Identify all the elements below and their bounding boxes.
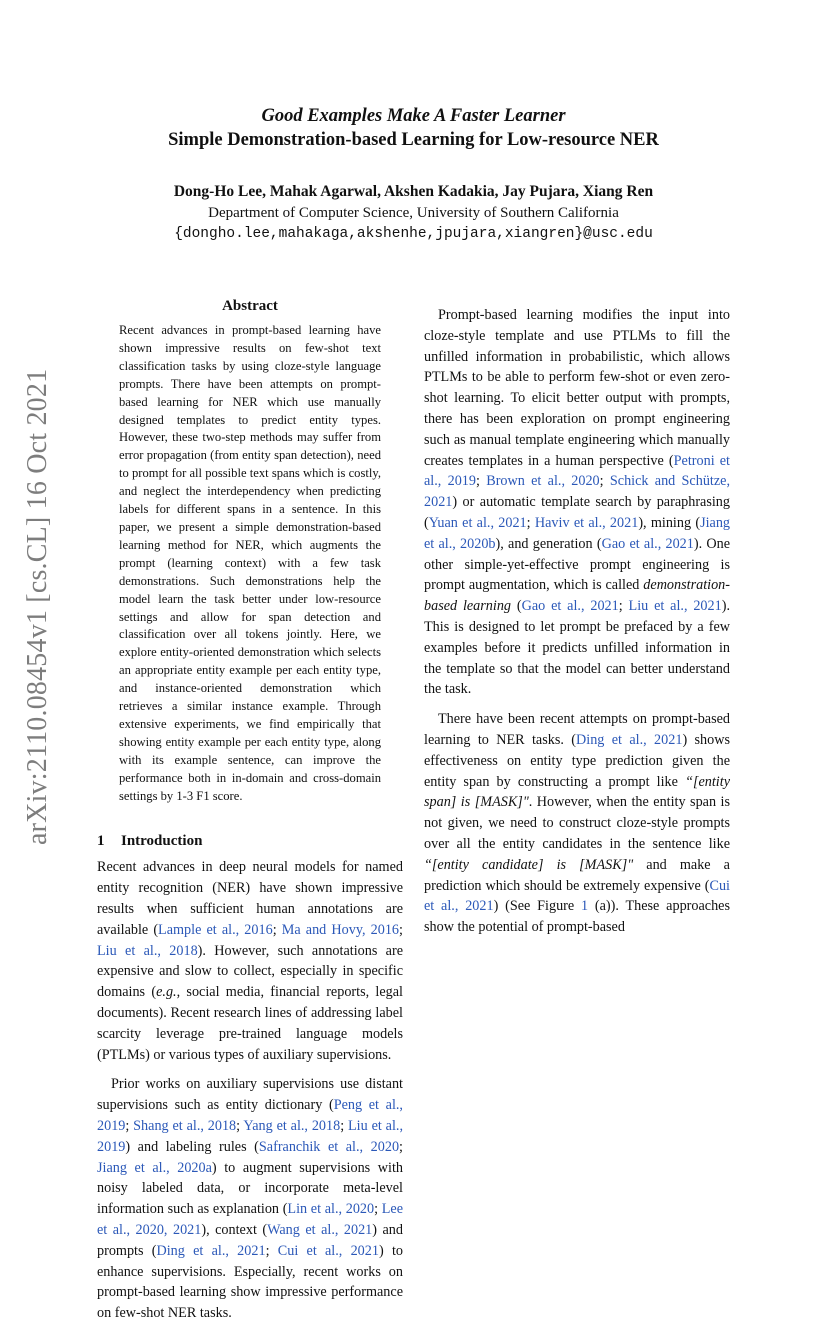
citation-link[interactable]: Schick and Schütze, 2021 — [424, 473, 730, 511]
citation-link[interactable]: Brown et al., 2020 — [486, 473, 600, 490]
citation-link[interactable]: Shang et al., 2018 — [133, 1118, 237, 1135]
figure-reference-link[interactable]: 1 — [581, 898, 589, 915]
title-line-1: Good Examples Make A Faster Learner — [261, 106, 566, 126]
citation-link[interactable]: Cui et al., 2021 — [277, 1242, 379, 1259]
citation-link[interactable]: Yang et al., 2018 — [243, 1118, 341, 1135]
affiliation: Department of Computer Science, University of Southern California — [208, 205, 619, 221]
intro-paragraph-3: Prompt-based learning modifies the input into cloze-style template and use PTLMs to fill the unfilled information in probabilistic, which allows PTLMs to be able to perform few-shot or even zero-shot learning. To elicit better output with prompts, there has been exploration on prompt engineering such as manual template engineering which manually creates templates in a human perspective (Petroni et al., 2019; Brown et al., 2020; Schick and Schütze, 2021) or automatic template search by paraphrasing (Yuan et al., 2021; Haviv et al., 2021), mining (Jiang et al., 2020b), and generation (Gao et al., 2021). One other simple-yet-effective prompt engineering is prompt augmentation, which is called demonstration-based learning (Gao et al., 2021; Liu et al., 2021). This is designed to let prompt be prefaced by a few examples before it predicts unfilled information in the template so that the model can better understand the task. — [424, 307, 731, 698]
intro-paragraph-4: There have been recent attempts on prompt-based learning to NER tasks. (Ding et al., 2021) shows effectiveness on entity type prediction given the entity span by constructing a prompt like “[entity span] is [MASK]". However, when the entity span is not given, we need to construct cloze-style prompts over all the entity candidates in the sentence like “[entity candidate] is [MASK]" and make a prediction which should be extremely expensive (Cui et al., 2021) (See Figure 1 (a)). These approaches show the potential of prompt-based — [424, 711, 731, 936]
citation-link[interactable]: Lin et al., 2020 — [287, 1201, 375, 1218]
section-title: Introduction — [121, 833, 203, 850]
citation-link[interactable]: Jiang et al., 2020b — [424, 514, 731, 552]
section-heading-introduction — [97, 831, 403, 851]
title-line-2: Simple Demonstration-based Learning for Low-resource NER — [168, 130, 659, 150]
citation-link[interactable]: Lee et al., 2020, 2021 — [97, 1201, 403, 1239]
intro-paragraph-1: Recent advances in deep neural models for named entity recognition (NER) have shown impressive results when sufficient human annotations are available (Lample et al., 2016; Ma and Hovy, 2016; Liu et al., 2018). However, such annotations are expensive and slow to collect, especially in specific domains (e.g., social media, financial reports, legal documents). Recent research lines of addressing label scarcity leverage pre-trained language models (PTLMs) or various types of auxiliary supervisions. — [97, 859, 404, 1063]
title-block — [0, 104, 827, 152]
citation-link[interactable]: Liu et al., 2018 — [97, 942, 198, 959]
citation-link[interactable]: Cui et al., 2021 — [424, 877, 730, 915]
citation-link[interactable]: Peng et al., 2019 — [97, 1097, 403, 1135]
intro-paragraph-2: Prior works on auxiliary supervisions use distant supervisions such as entity dictionary (Peng et al., 2019; Shang et al., 2018; Yang et al., 2018; Liu et al., 2019) and labeling rules (Safranchik et al., 2020; Jiang et al., 2020a) to augment supervisions with noisy labeled data, or incorporate meta-level information such as explanation (Lin et al., 2020; Lee et al., 2020, 2021), context (Wang et al., 2021) and prompts (Ding et al., 2021; Cui et al., 2021) to enhance supervisions. Especially, recent works on prompt-based learning show impressive performance on few-shot NER tasks. — [97, 1076, 403, 1322]
abstract-heading: Abstract — [222, 298, 278, 314]
citation-link[interactable]: Safranchik et al., 2020 — [258, 1138, 400, 1155]
section-number: 1 — [97, 833, 105, 850]
citation-link[interactable]: Ma and Hovy, 2016 — [281, 921, 400, 938]
right-column — [424, 296, 730, 938]
citation-link[interactable]: Ding et al., 2021 — [156, 1242, 266, 1259]
citation-link[interactable]: Jiang et al., 2020a — [97, 1159, 212, 1176]
arxiv-stamp: arXiv:2110.08454v1 [cs.CL] 16 Oct 2021 — [22, 368, 53, 845]
citation-link[interactable]: Yuan et al., 2021 — [428, 514, 527, 531]
abstract-body: Recent advances in prompt-based learning have shown impressive results on few-shot text classification tasks by using cloze-style language prompts. There have been attempts on prompt-based learning for NER which use manually designed templates to predict entity types. However, these two-step methods may suffer from error propagation (from entity span detection), need to prompt for all possible text spans which is costly, and neglect the interdependency when predicting labels for different spans in a sentence. In this paper, we present a simple demonstration-based learning method for NER, which augments the prompt (learning context) with a few task demonstrations. Such demonstrations help the model learn the task better under low-resource settings and allow for span detection and classification over all tokens jointly. Here, we explore entity-oriented demonstration which selects an appropriate entity example per each entity type, and instance-oriented demonstration which retrieves a similar instance example. Through extensive experiments, we find empirically that showing entity example per each entity type, along with its example sentence, can improve the performance both in in-domain and cross-domain settings by 1-3 F1 score. — [119, 323, 381, 803]
citation-link[interactable]: Liu et al., 2019 — [97, 1118, 403, 1155]
authors: Dong-Ho Lee, Mahak Agarwal, Akshen Kadakia, Jay Pujara, Xiang Ren — [173, 183, 654, 200]
left-column — [97, 296, 403, 1324]
citation-link[interactable]: Gao et al., 2021 — [601, 535, 694, 552]
citation-link[interactable]: Lample et al., 2016 — [158, 921, 273, 938]
citation-link[interactable]: Ding et al., 2021 — [576, 731, 683, 748]
citation-link[interactable]: Wang et al., 2021 — [267, 1222, 373, 1239]
citation-link[interactable]: Haviv et al., 2021 — [534, 514, 639, 531]
author-emails: {dongho.lee,mahakaga,akshenhe,jpujara,xiangren}@usc.edu — [174, 226, 653, 242]
citation-link[interactable]: Petroni et al., 2019 — [424, 452, 730, 490]
citation-link[interactable]: Liu et al., 2021 — [628, 598, 722, 615]
citation-link[interactable]: Gao et al., 2021 — [521, 598, 619, 615]
